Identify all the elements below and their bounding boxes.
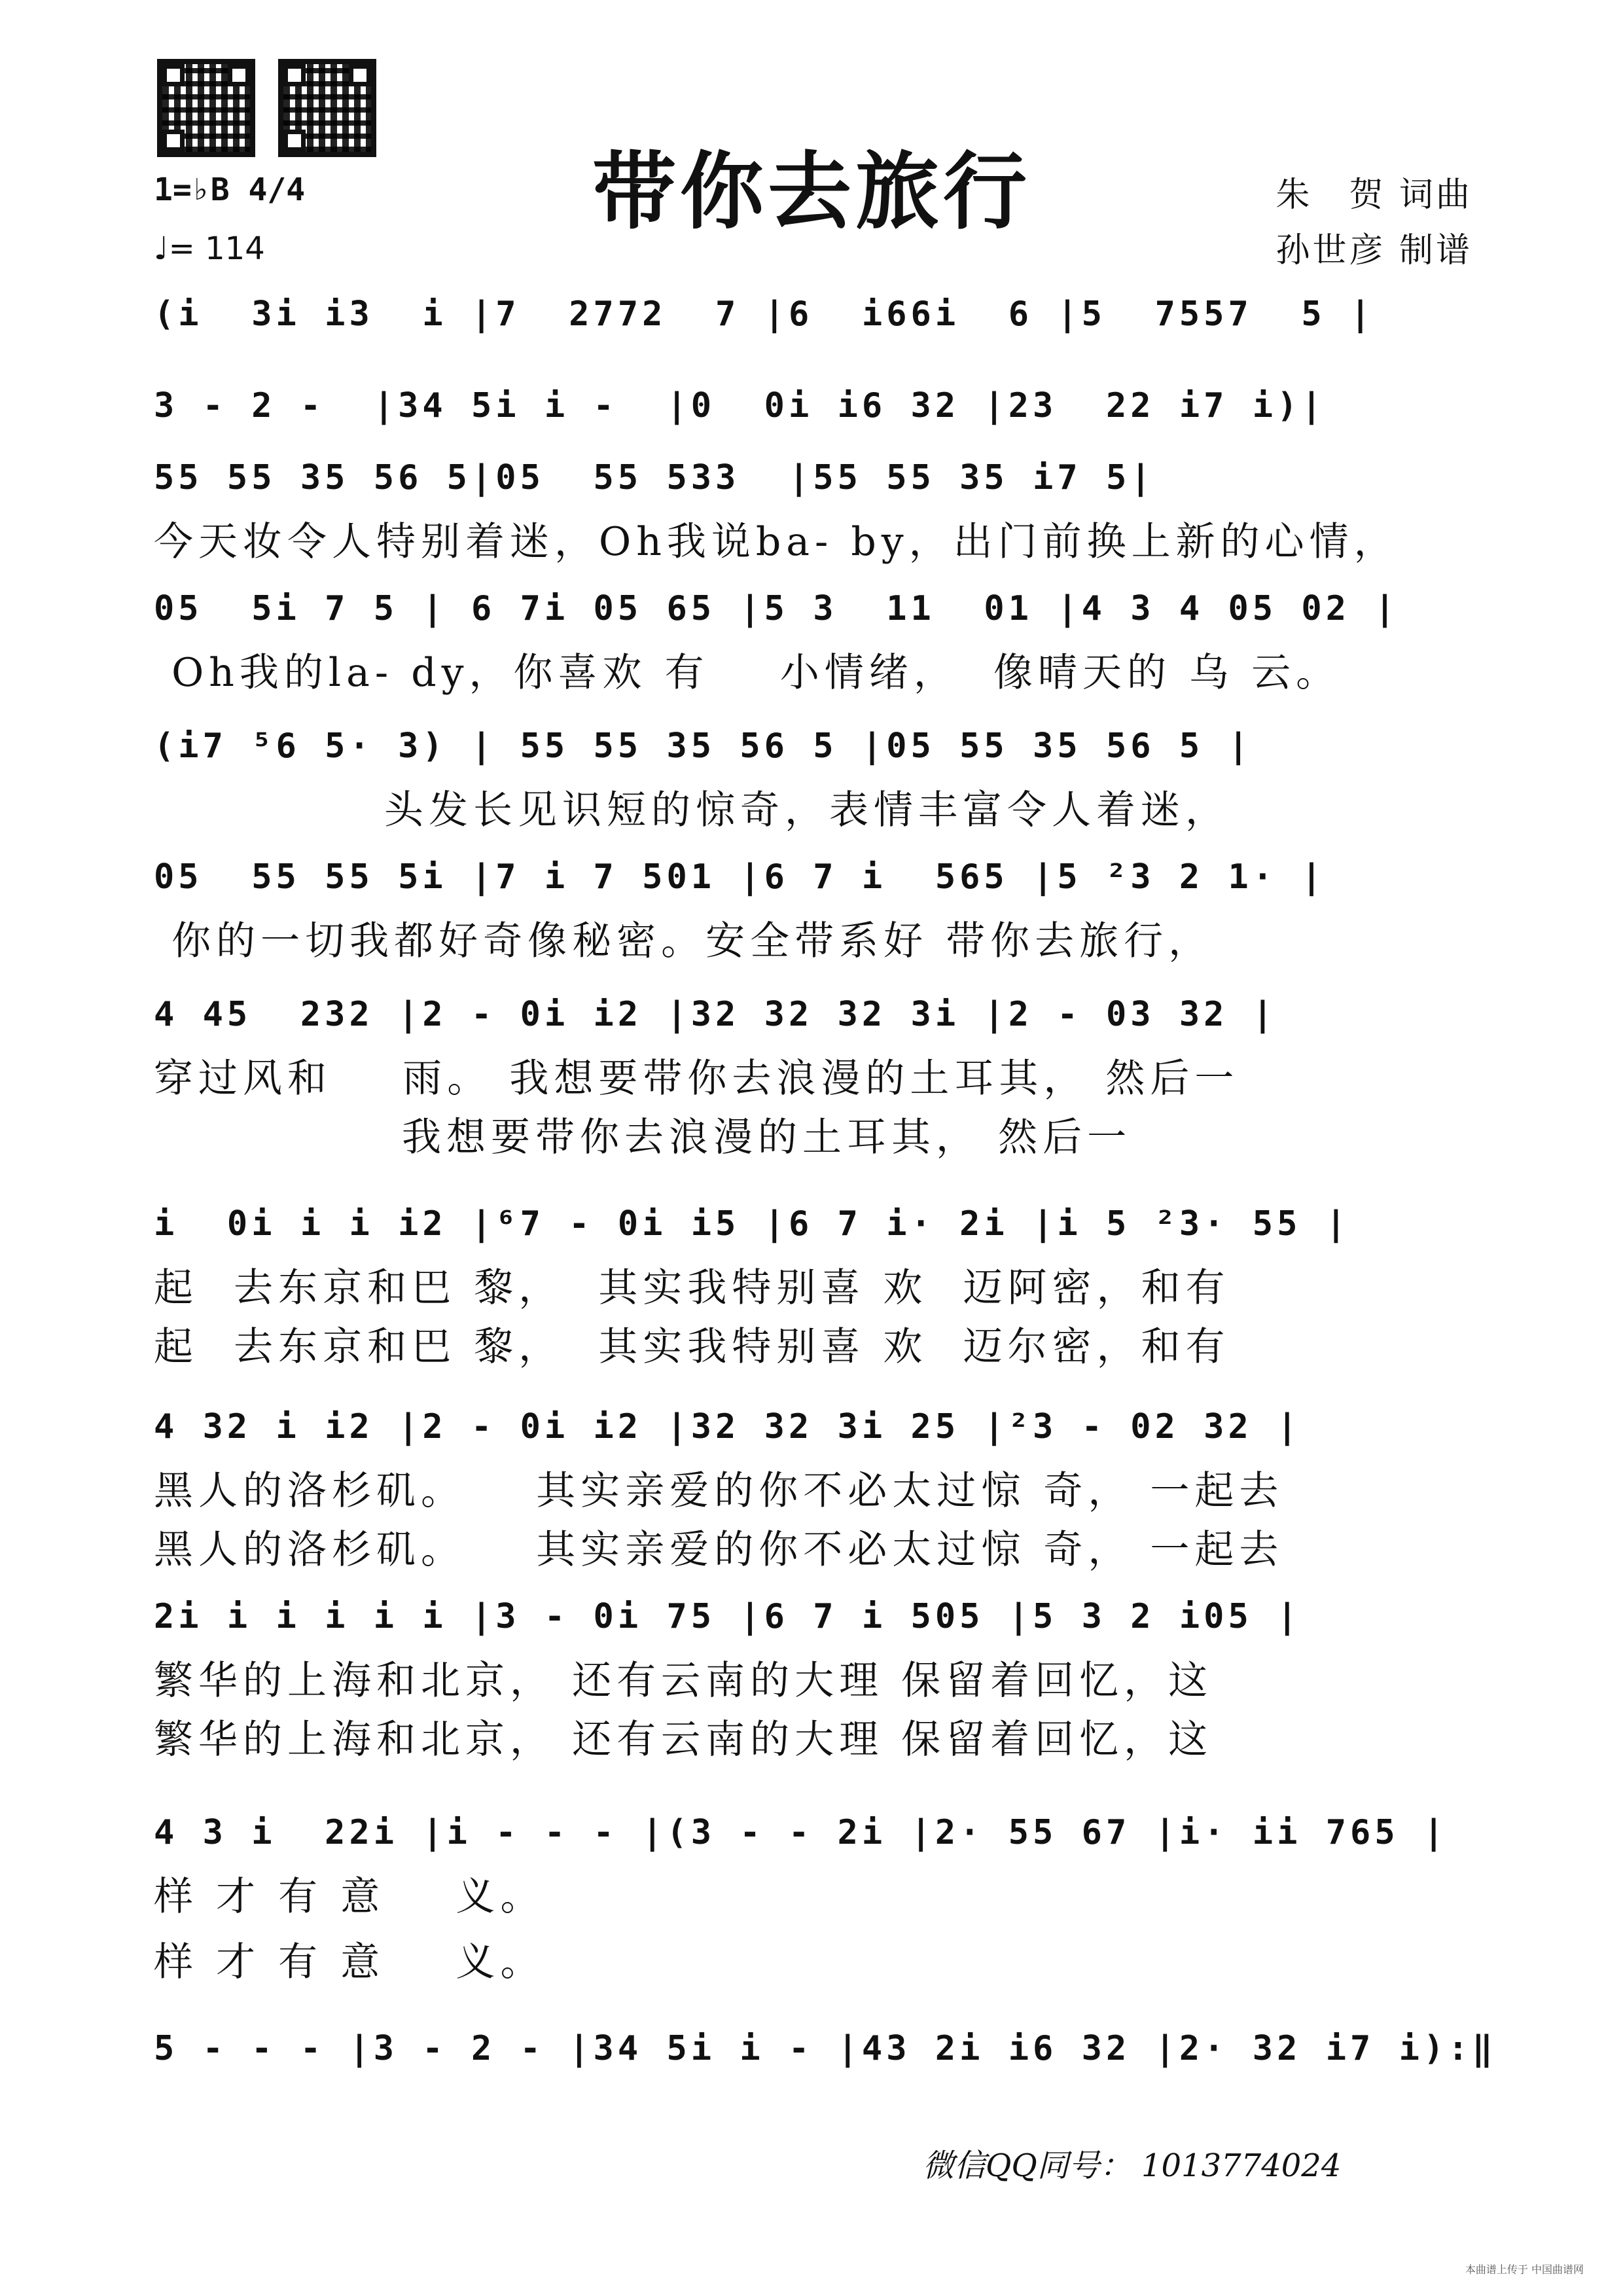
lyric-line-7b: 我想要带你去浪漫的土耳其， 然后一 [154, 1115, 1132, 1160]
song-title: 带你去旅行 [592, 143, 1031, 241]
staff-line-6: 05 55 55 5i |7 i 7 501 |6 7 i 565 |5 ²3 2 1· | [154, 857, 1326, 897]
composer-credit: 朱 贺 词曲 [1275, 175, 1472, 215]
lyric-line-7a: 穿过风和 雨。 我想要带你去浪漫的土耳其， 然后一 [154, 1056, 1240, 1102]
staff-line-10: 2i i i i i i |3 - 0i 75 |6 7 i 505 |5 3 2 i05 | [154, 1597, 1302, 1636]
staff-line-12: 5 - - - |3 - 2 - |34 5i i - |43 2i i6 32 |2· 32 i7 i):‖ [154, 2029, 1497, 2068]
lyric-line-11b: 样 才 有 意 义。 [154, 1939, 545, 1985]
lyric-line-6: 你的一切我都好奇像秘密。安全带系好 带你去旅行， [154, 918, 1213, 964]
staff-line-7: 4 45 232 |2 - 0i i2 |32 32 32 3i |2 - 03 32 | [154, 995, 1277, 1034]
lyric-line-11a: 样 才 有 意 义。 [154, 1874, 545, 1920]
lyric-line-10b: 繁华的上海和北京， 还有云南的大理 保留着回忆，这 [154, 1717, 1213, 1763]
staff-line-5: (i7 ⁵6 5· 3) | 55 55 35 56 5 |05 55 35 56 5 | [154, 726, 1253, 766]
staff-line-3: 55 55 35 56 5|05 55 533 |55 55 35 i7 5| [154, 458, 1155, 497]
staff-line-2: 3 - 2 - |34 5i i - |0 0i i6 32 |23 22 i7 i)| [154, 386, 1326, 425]
wechat-qq-watermark: 微信QQ同号： 1013774024 [923, 2147, 1342, 2184]
lyric-line-4: Oh我的la- dy，你喜欢 有 小情绪， 像晴天的 乌 云。 [154, 650, 1341, 696]
arranger-credit: 孙世彦 制谱 [1275, 231, 1472, 270]
lyric-line-9a: 黑人的洛杉矶。 其实亲爱的你不必太过惊 奇， 一起去 [154, 1468, 1284, 1514]
lyric-line-8b: 起 去东京和巴 黎， 其实我特别喜 欢 迈尔密，和有 [154, 1324, 1230, 1370]
staff-line-8: i 0i i i i2 |⁶7 - 0i i5 |6 7 i· 2i |i 5 ²3· 55 | [154, 1204, 1351, 1244]
lyric-line-5: 头发长见识短的惊奇，表情丰富令人着迷， [154, 787, 1230, 833]
lyric-line-10a: 繁华的上海和北京， 还有云南的大理 保留着回忆，这 [154, 1658, 1213, 1704]
staff-line-1: (i 3i i3 i |7 2772 7 |6 i66i 6 |5 7557 5 | [154, 295, 1375, 334]
site-footer: 本曲谱上传于 中国曲谱网 [1465, 2263, 1584, 2276]
lyric-line-3: 今天妆令人特别着迷，Oh我说ba- by，出门前换上新的心情， [154, 519, 1399, 565]
staff-line-11: 4 3 i 22i |i - - - |(3 - - 2i |2· 55 67 |i· ii 765 | [154, 1813, 1448, 1852]
staff-line-4: 05 5i 7 5 | 6 7i 05 65 |5 3 11 01 |4 3 4 05 02 | [154, 589, 1399, 628]
key-signature: 1=♭B 4/4 [154, 171, 306, 208]
lyric-line-8a: 起 去东京和巴 黎， 其实我特别喜 欢 迈阿密，和有 [154, 1265, 1230, 1311]
tempo-marking: ♩= 114 [154, 230, 265, 267]
lyric-line-9b: 黑人的洛杉矶。 其实亲爱的你不必太过惊 奇， 一起去 [154, 1527, 1284, 1573]
staff-line-9: 4 32 i i2 |2 - 0i i2 |32 32 3i 25 |²3 - 02 32 | [154, 1407, 1302, 1446]
